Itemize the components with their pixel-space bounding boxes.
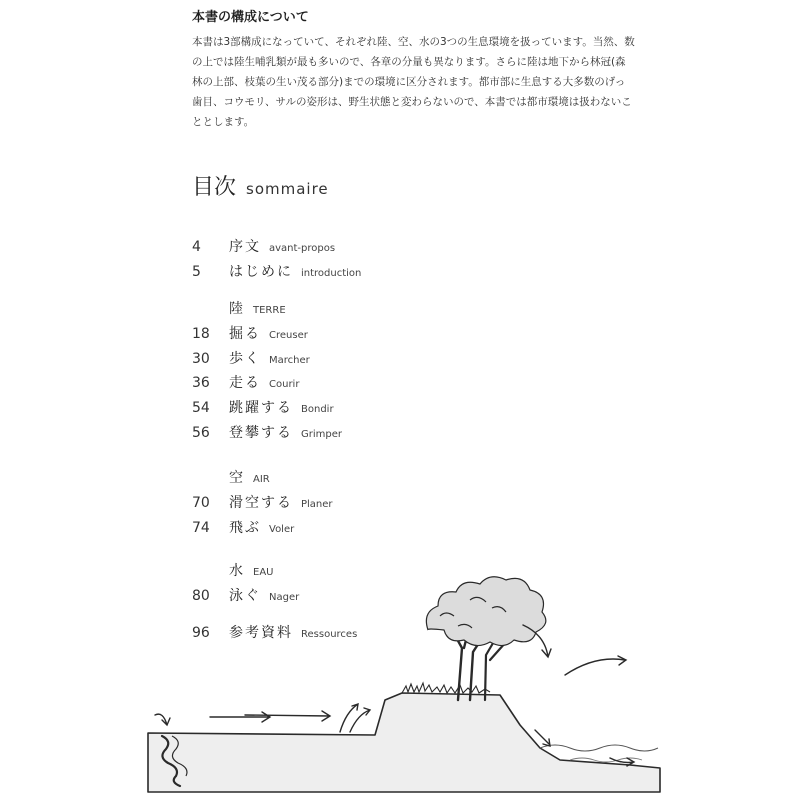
toc-label-fr: Creuser	[269, 330, 308, 341]
toc-page: 18	[192, 326, 210, 342]
toc-label-fr: introduction	[301, 268, 362, 279]
water-wave	[540, 745, 658, 751]
toc-label-ja: 走る	[229, 375, 261, 391]
toc-page: 36	[192, 375, 210, 391]
toc-entry[interactable]	[192, 517, 294, 541]
toc-page: 56	[192, 425, 210, 441]
toc-entry[interactable]	[192, 348, 310, 372]
toc-label-fr: EAU	[253, 567, 274, 578]
about-line: 林の上部、枝葉の生い茂る部分)までの環境に区分されます。都市部に生息する大多数のげっ	[192, 76, 626, 88]
toc-label-ja: 泳ぐ	[229, 588, 261, 604]
about-body	[192, 32, 644, 132]
toc-label-fr: avant-propos	[269, 243, 336, 254]
toc-label-ja: 水	[229, 563, 245, 579]
toc-label-fr: Nager	[269, 592, 300, 603]
toc-label-ja: 滑空する	[229, 495, 293, 511]
toc-title	[192, 170, 329, 201]
toc-label-fr: AIR	[253, 474, 270, 485]
toc-label-ja: 跳躍する	[229, 400, 293, 416]
toc-label-ja: 歩く	[229, 351, 261, 367]
toc-label-ja: 登攀する	[229, 425, 293, 441]
toc-label-ja: 掘る	[229, 326, 261, 342]
toc-label-ja: 序文	[229, 239, 261, 255]
toc-title-ja: 目次	[192, 175, 237, 200]
toc-entry[interactable]	[192, 372, 299, 396]
about-line: 本書は3部構成になっていて、それぞれ陸、空、水の3つの生息環境を扱っています。当然、数	[192, 36, 635, 48]
toc-label-fr: Bondir	[301, 404, 334, 415]
toc-label-ja: 飛ぶ	[229, 520, 261, 536]
toc-label-fr: Voler	[269, 524, 295, 535]
about-heading: 本書の構成について	[192, 10, 309, 25]
toc-label-fr: TERRE	[253, 305, 286, 316]
toc-page: 30	[192, 351, 210, 367]
toc-page: 96	[192, 625, 210, 641]
about-line: 歯目、コウモリ、サルの姿形は、野生状態と変わらないので、本書では都市環境は扱わないこ	[192, 96, 632, 108]
toc-entry[interactable]	[192, 236, 335, 260]
toc-label-fr: Grimper	[301, 429, 342, 440]
toc-label-fr: Planer	[301, 499, 333, 510]
toc-label-fr: Ressources	[301, 629, 358, 640]
ground-shape	[148, 693, 660, 792]
tree-canopy	[426, 577, 545, 646]
toc-label-ja: はじめに	[229, 264, 293, 280]
about-line: の上では陸生哺乳類が最も多いので、各章の分量も異なります。さらに陸は地下から林冠(森	[192, 56, 626, 68]
about-line: ととします。	[192, 116, 255, 128]
toc-label-fr: Marcher	[269, 355, 310, 366]
toc-page: 54	[192, 400, 210, 416]
toc-entry[interactable]	[192, 492, 333, 516]
toc-entry[interactable]	[192, 261, 361, 285]
toc-entry[interactable]	[192, 323, 308, 347]
toc-title-fr: sommaire	[246, 180, 329, 198]
toc-label-ja: 空	[229, 470, 245, 486]
grass	[402, 683, 490, 693]
toc-label-ja: 参考資料	[229, 625, 293, 641]
toc-page: 4	[192, 239, 201, 255]
toc-page: 5	[192, 264, 201, 280]
toc-section[interactable]	[192, 467, 270, 491]
toc-page: 74	[192, 520, 210, 536]
toc-section[interactable]	[192, 298, 286, 322]
toc-label-fr: Courir	[269, 379, 300, 390]
toc-entry[interactable]	[192, 422, 342, 446]
toc-entry[interactable]	[192, 397, 334, 421]
habitat-illustration	[140, 560, 670, 795]
toc-label-ja: 陸	[229, 301, 245, 317]
toc-page: 70	[192, 495, 210, 511]
toc-page: 80	[192, 588, 210, 604]
